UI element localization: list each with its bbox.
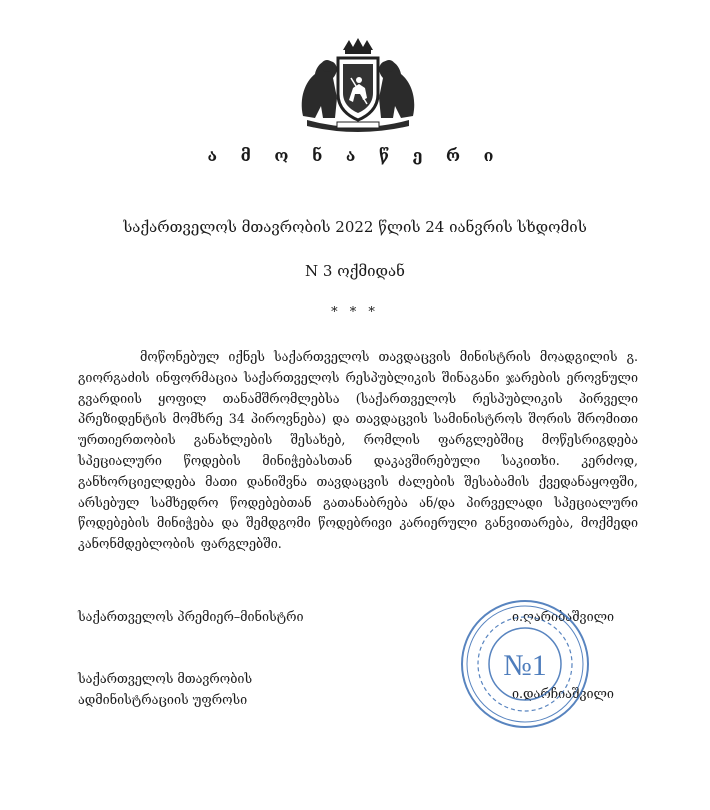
session-line: საქართველოს მთავრობის 2022 წლის 24 იანვრის სხდომის	[123, 218, 587, 236]
georgia-coat-of-arms-icon	[293, 38, 423, 134]
admin-head-title-line1: საქართველოს მთავრობის	[78, 671, 253, 686]
prime-minister-title: საქართველოს პრემიერ–მინისტრი	[78, 609, 304, 624]
prime-minister-name: ი.ღარიბაშვილი	[512, 609, 615, 624]
protocol-number: N 3 ოქმიდან	[305, 262, 405, 280]
separator: * * *	[331, 305, 379, 320]
admin-head-title	[78, 668, 252, 710]
decision-body: მოწონებულ იქნეს საქართველოს თავდაცვის მინისტრის მოადგილის გ. გიორგაძის ინფორმაცია საქართველოს რესპუბლიკის შინაგანი ჯარების ეროვნული გვარდიის ყოფილ თანამშრომლებსა (საქართველოს რესპუბლიკის პირველი პრეზიდენტის მომხრე 34 პიროვნება) და თავდაცვის სამინისტროს შორის შრომითი ურთიერთობის განახლების შესახებ, რომლის ფარგლებშიც მოწესრიგდება სპეციალური წოდების მინიჭებასთან დაკავშირებული საკითხი. კერძოდ, განხორციელდება მათი დანიშვნა თავდაცვის ძალების შესაბამის ქვედანაყოფში, არსებულ სამხედრო წოდებებთან გათანაბრება ან/და პირველადი სპეციალური წოდებების მინიჭება და შემდგომი წოდებრივი კარიერული განვითარება, მოქმედი კანონმდებლობის ფარგლებში.	[78, 349, 638, 552]
document-title: ა მ ო ნ ა წ ე რ ი	[207, 146, 503, 165]
admin-head-name: ი.დარჩიაშვილი	[512, 686, 614, 701]
official-stamp-icon	[458, 597, 592, 731]
seal-number: №1	[503, 649, 547, 682]
admin-head-title-line2: ადმინისტრაციის უფროსი	[78, 692, 248, 707]
